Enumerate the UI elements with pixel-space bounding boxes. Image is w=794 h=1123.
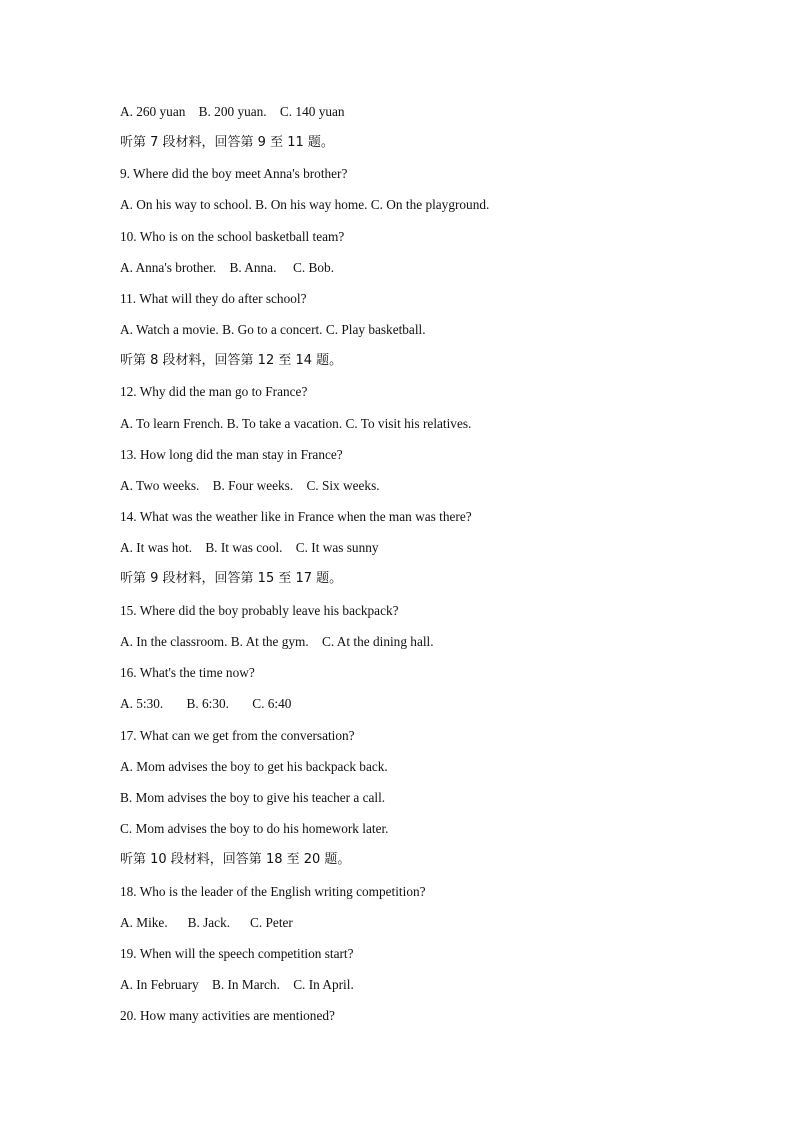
question-line: 12. Why did the man go to France? [120, 384, 308, 399]
question-line: 15. Where did the boy probably leave his backpack? [120, 603, 399, 618]
options-line: A. 260 yuan B. 200 yuan. C. 140 yuan [120, 104, 345, 119]
options-line: A. Two weeks. B. Four weeks. C. Six weeks. [120, 478, 380, 493]
question-line: 13. How long did the man stay in France? [120, 447, 343, 462]
options-line: A. 5:30. B. 6:30. C. 6:40 [120, 696, 292, 711]
question-line: 20. How many activities are mentioned? [120, 1008, 335, 1023]
options-line: A. In February B. In March. C. In April. [120, 977, 354, 992]
section-heading: 听第 9 段材料，回答第 15 至 17 题。 [120, 571, 343, 586]
options-line: A. Anna's brother. B. Anna. C. Bob. [120, 260, 335, 275]
question-line: 10. Who is on the school basketball team? [120, 229, 345, 244]
question-line: 19. When will the speech competition start? [120, 946, 354, 961]
options-line: A. Mom advises the boy to get his backpack back. [120, 759, 388, 774]
question-line: 16. What's the time now? [120, 665, 255, 680]
question-line: 9. Where did the boy meet Anna's brother? [120, 166, 348, 181]
options-line: A. Mike. B. Jack. C. Peter [120, 915, 293, 930]
options-line: A. On his way to school. B. On his way home. C. On the playground. [120, 197, 490, 212]
options-line: B. Mom advises the boy to give his teacher a call. [120, 790, 386, 805]
options-line: A. In the classroom. B. At the gym. C. At the dining hall. [120, 634, 434, 649]
question-line: 14. What was the weather like in France when the man was there? [120, 509, 472, 524]
options-line: A. It was hot. B. It was cool. C. It was sunny [120, 540, 379, 555]
question-line: 18. Who is the leader of the English writing competition? [120, 884, 426, 899]
section-heading: 听第 7 段材料，回答第 9 至 11 题。 [120, 135, 334, 150]
options-line: C. Mom advises the boy to do his homework later. [120, 821, 389, 836]
section-heading: 听第 8 段材料，回答第 12 至 14 题。 [120, 353, 343, 368]
section-heading: 听第 10 段材料，回答第 18 至 20 题。 [120, 852, 351, 867]
question-line: 11. What will they do after school? [120, 291, 307, 306]
question-line: 17. What can we get from the conversation? [120, 728, 355, 743]
options-line: A. To learn French. B. To take a vacation. C. To visit his relatives. [120, 416, 472, 431]
options-line: A. Watch a movie. B. Go to a concert. C. Play basketball. [120, 322, 426, 337]
